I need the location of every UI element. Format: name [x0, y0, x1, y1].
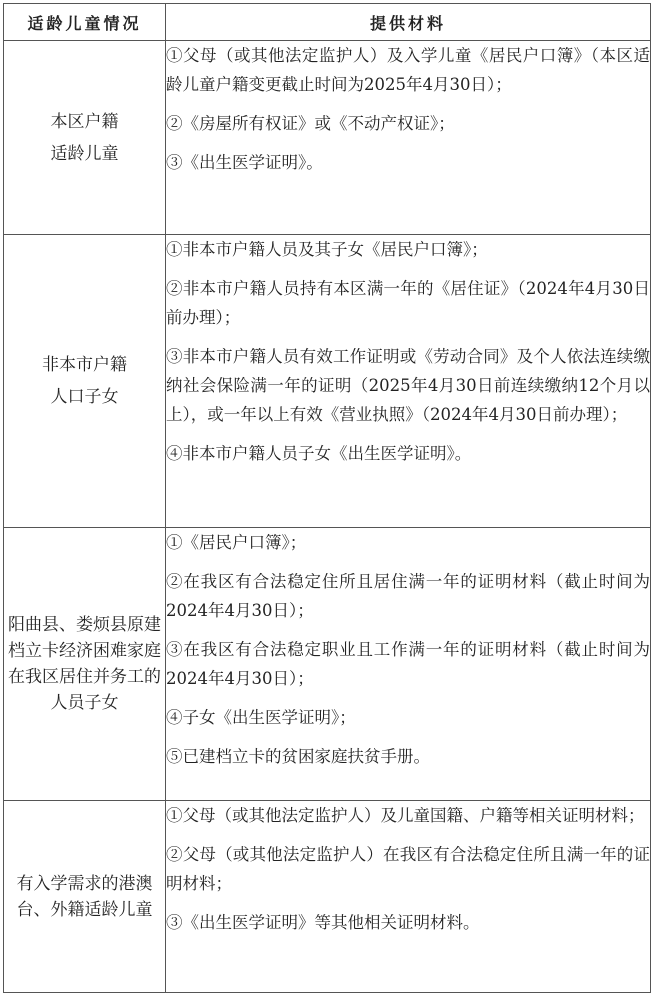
- material-item: ①《居民户口簿》；: [166, 533, 307, 552]
- table-header-row: [4, 4, 651, 41]
- category-local-residents: [4, 41, 166, 235]
- materials-cell: [166, 801, 651, 993]
- category-text: 阳曲县、娄烦县原建档立卡经济困难家庭在我区居住并务工的人员子女: [8, 615, 161, 713]
- table-row: [4, 41, 651, 235]
- material-item: ④非本市户籍人员子女《出生医学证明》。: [166, 444, 472, 463]
- material-item: ④子女《出生医学证明》；: [166, 708, 356, 727]
- material-item: ③《出生医学证明》等其他相关证明材料。: [166, 913, 480, 932]
- table-row: [4, 235, 651, 528]
- category-text: 非本市户籍 人口子女: [42, 355, 127, 407]
- material-item: ①父母（或其他法定监护人）及入学儿童《居民户口簿》（本区适龄儿童户籍变更截止时间为2025年4月30日）；: [166, 46, 650, 94]
- category-hk-macao-taiwan-foreign: [4, 801, 166, 993]
- requirements-table: [3, 3, 651, 993]
- material-item: ①非本市户籍人员及其子女《居民户口簿》；: [166, 240, 488, 259]
- category-poverty-families: [4, 528, 166, 801]
- materials-cell: [166, 528, 651, 801]
- header-category: 适龄儿童情况: [4, 4, 166, 41]
- material-item: ②非本市户籍人员持有本区满一年的《居住证》（2024年4月30日前办理）；: [166, 279, 650, 327]
- material-item: ③在我区有合法稳定职业且工作满一年的证明材料（截止时间为2024年4月30日）；: [166, 640, 650, 688]
- material-item: ②《房屋所有权证》或《不动产权证》；: [166, 114, 455, 133]
- material-item: ⑤已建档立卡的贫困家庭扶贫手册。: [166, 747, 430, 766]
- material-item: ③非本市户籍人员有效工作证明或《劳动合同》及个人依法连续缴纳社会保险满一年的证明（2025年4月30日前连续缴纳12个月以上），或一年以上有效《营业执照》（2024年4月30日前办理）；: [166, 347, 650, 424]
- material-item: ②在我区有合法稳定住所且居住满一年的证明材料（截止时间为2024年4月30日）；: [166, 572, 650, 620]
- material-item: ②父母（或其他法定监护人）在我区有合法稳定住所且满一年的证明材料；: [166, 845, 650, 893]
- material-item: ①父母（或其他法定监护人）及儿童国籍、户籍等相关证明材料；: [166, 806, 645, 825]
- category-text: 本区户籍 适龄儿童: [50, 111, 119, 164]
- category-non-local-children: [4, 235, 166, 528]
- table-row: [4, 528, 651, 801]
- materials-cell: [166, 235, 651, 528]
- category-text: 有入学需求的港澳台、外籍适龄儿童: [16, 873, 153, 920]
- table-row: [4, 801, 651, 993]
- materials-cell: [166, 41, 651, 235]
- header-materials: 提供材料: [166, 4, 651, 41]
- material-item: ③《出生医学证明》。: [166, 153, 323, 172]
